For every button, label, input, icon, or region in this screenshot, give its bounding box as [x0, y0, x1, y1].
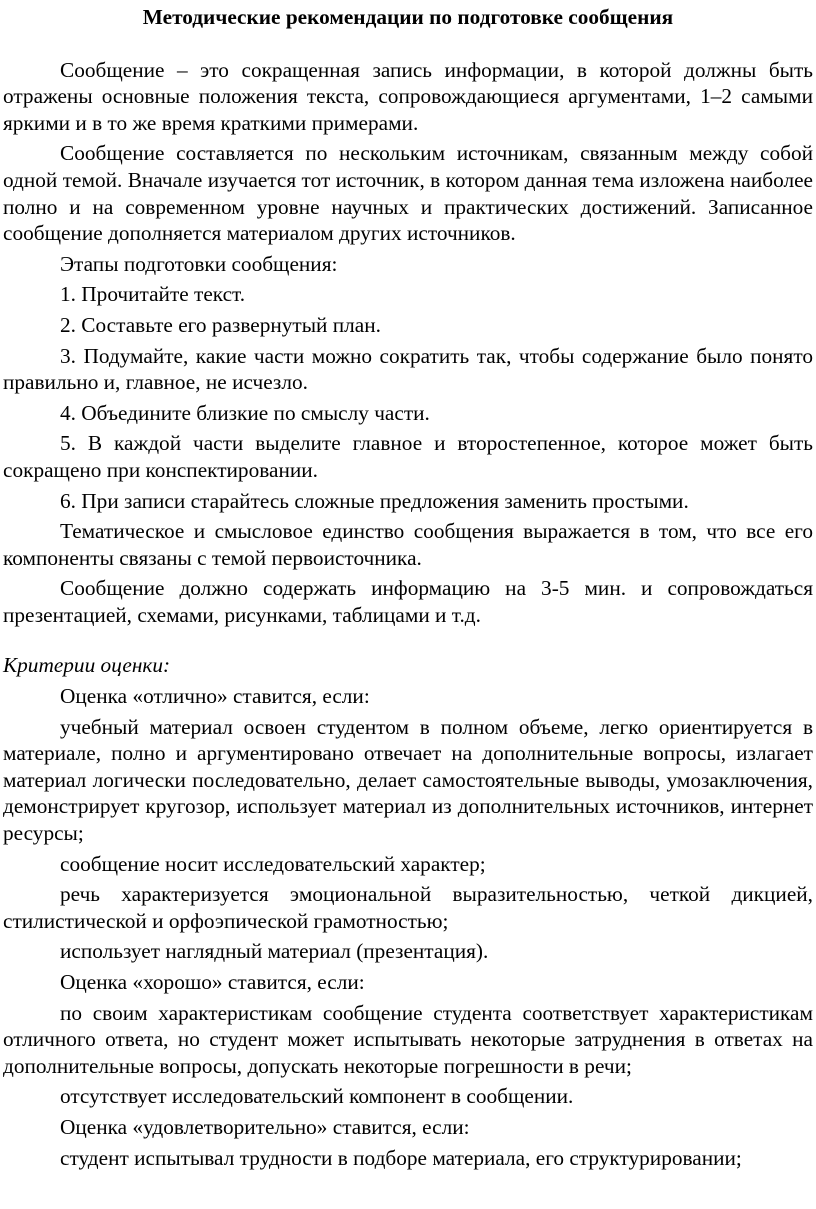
- closing-paragraph-2: Сообщение должно содержать информацию на 3-5 мин. и сопровождаться презентацией, схемами, рисунками, таблицами и т.д.: [3, 576, 813, 627]
- stages-heading: Этапы подготовки сообщения:: [60, 251, 338, 276]
- stage-item-4: 4. Объедините близкие по смыслу части.: [60, 400, 430, 425]
- good-heading: Оценка «хорошо» ставится, если:: [60, 970, 365, 994]
- excellent-heading: Оценка «отлично» ставится, если:: [60, 684, 370, 709]
- intro-paragraph-1: Сообщение – это сокращенная запись информации, в которой должны быть отражены основные положения текста, сопровождающиеся аргументами, 1–2 самыми яркими и в то же время краткими примерами.: [3, 57, 813, 135]
- satisfactory-item-1: студент испытывал трудности в подборе материала, его структурировании;: [60, 1145, 742, 1170]
- closing-paragraph-1: Тематическое и смысловое единство сообщения выражается в том, что все его компоненты связаны с темой первоисточника.: [3, 519, 813, 570]
- stage-item-1: 1. Прочитайте текст.: [60, 282, 246, 307]
- excellent-item-2: сообщение носит исследовательский характер;: [60, 851, 486, 876]
- good-item-2: отсутствует исследовательский компонент в сообщении.: [60, 1084, 574, 1109]
- excellent-item-4: использует наглядный материал (презентация).: [60, 939, 489, 964]
- criteria-heading: Критерии оценки:: [3, 653, 171, 678]
- stage-item-3: 3. Подумайте, какие части можно сократить так, чтобы содержание было понято правильно и, главное, не исчезло.: [3, 343, 813, 395]
- stage-item-5: 5. В каждой части выделите главное и второстепенное, которое может быть сокращено при конспектировании.: [3, 431, 813, 482]
- intro-paragraph-2: Сообщение составляется по нескольким источникам, связанным между собой одной темой. Вначале изучается тот источник, в котором данная тема изложена наиболее полно и на современном уровне научных и практических достижений. Записанное сообщение дополняется материалом других источников.: [3, 141, 813, 246]
- satisfactory-heading: Оценка «удовлетворительно» ставится, если:: [60, 1114, 470, 1139]
- document-title: Методические рекомендации по подготовке сообщения: [142, 5, 674, 29]
- good-item-1: по своим характеристикам сообщение студента соответствует характеристикам отличного ответа, но студент может испытывать некоторые затруднения в ответах на дополнительные вопросы, допускать некоторые погрешности в речи;: [3, 1000, 813, 1078]
- excellent-item-3: речь характеризуется эмоциональной выразительностью, четкой дикцией, стилистической и орфоэпической грамотностью;: [3, 882, 813, 933]
- stage-item-6: 6. При записи старайтесь сложные предложения заменить простыми.: [60, 488, 689, 513]
- stage-item-2: 2. Составьте его развернутый план.: [60, 312, 381, 337]
- excellent-item-1: учебный материал освоен студентом в полном объеме, легко ориентируется в материале, полно и аргументировано отвечает на дополнительные вопросы, излагает материал логически последовательно, делает самостоятельные выводы, умозаключения, демонстрирует кругозор, использует материал из дополнительных источников, интернет ресурсы;: [3, 714, 813, 846]
